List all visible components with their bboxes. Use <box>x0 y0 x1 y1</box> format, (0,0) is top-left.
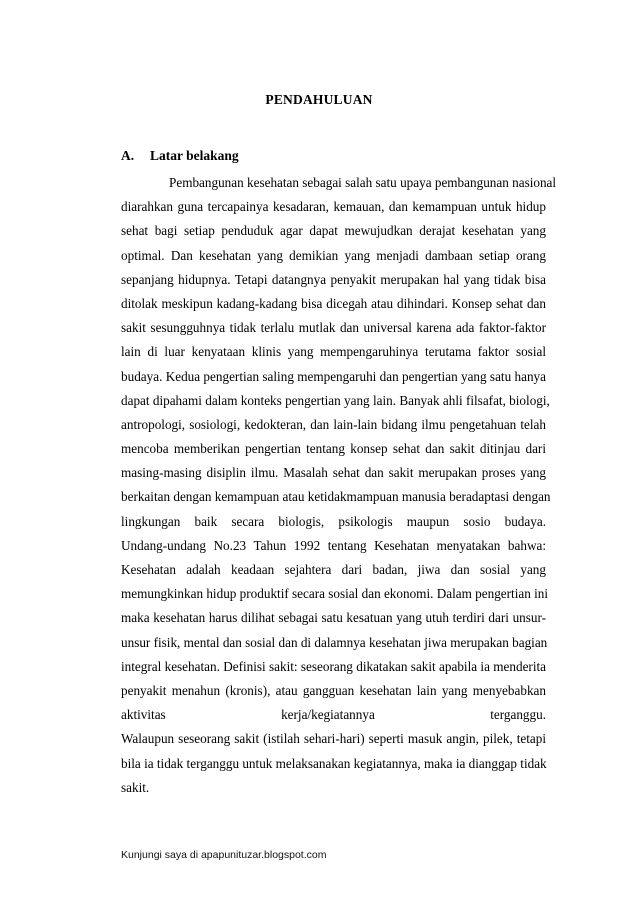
text-line: antropologi, sosiologi, kedokteran, dan lain-lain bidang ilmu pengetahuan telah <box>121 416 546 432</box>
text-line: sakit. <box>121 779 150 795</box>
text-line: masing-masing disiplin ilmu. Masalah sehat dan sakit merupakan proses yang <box>121 465 546 481</box>
text-line: bila ia tidak terganggu untuk melaksanakan kegiatannya, maka ia dianggap tidak <box>121 755 547 771</box>
text-line: dapat dipahami dalam konteks pengertian yang lain. Banyak ahli filsafat, biologi, <box>121 392 550 408</box>
body-paragraph <box>121 171 557 800</box>
text-line: lingkungan baik secara biologis, psikologis maupun sosio budaya. <box>121 513 546 529</box>
text-line: diarahkan guna tercapainya kesadaran, kemauan, dan kemampuan untuk hidup <box>121 199 546 215</box>
text-line: lain di luar kenyataan klinis yang mempengaruhinya terutama faktor sosial <box>121 344 546 360</box>
text-line: maka kesehatan harus dilihat sebagai satu kesatuan yang utuh terdiri dari unsur- <box>121 610 546 626</box>
text-line: optimal. Dan kesehatan yang demikian yang menjadi dambaan setiap orang <box>121 247 546 263</box>
text-line: penyakit menahun (kronis), atau gangguan kesehatan lain yang menyebabkan <box>121 682 546 698</box>
text-line: mencoba memberikan pengertian tentang konsep sehat dan sakit ditinjau dari <box>121 441 546 457</box>
text-line: aktivitas kerja/kegiatannya terganggu. <box>121 707 546 723</box>
section-heading <box>121 148 239 164</box>
text-line: integral kesehatan. Definisi sakit: seseorang dikatakan sakit apabila ia menderita <box>121 658 546 674</box>
text-line: sehat bagi setiap penduduk agar dapat mewujudkan derajat kesehatan yang <box>121 223 546 239</box>
text-line: Walaupun seseorang sakit (istilah sehari-hari) seperti masuk angin, pilek, tetapi <box>121 731 546 747</box>
text-line: ditolak meskipun kadang-kadang bisa dicegah atau dihindari. Konsep sehat dan <box>121 295 546 311</box>
text-line: berkaitan dengan kemampuan atau ketidakmampuan manusia beradaptasi dengan <box>121 489 551 505</box>
section-title: Latar belakang <box>150 148 239 163</box>
footer-note: Kunjungi saya di apapunituzar.blogspot.com <box>121 849 327 861</box>
text-line: budaya. Kedua pengertian saling mempengaruhi dan pengertian yang satu hanya <box>121 368 546 384</box>
text-line: memungkinkan hidup produktif secara sosial dan ekonomi. Dalam pengertian ini <box>121 586 549 602</box>
text-line: sepanjang hidupnya. Tetapi datangnya penyakit merupakan hal yang tidak bisa <box>121 271 546 287</box>
text-line: Pembangunan kesehatan sebagai salah satu upaya pembangunan nasional <box>169 175 557 190</box>
text-line: Kesehatan adalah keadaan sejahtera dari badan, jiwa dan sosial yang <box>121 562 546 577</box>
text-line: Undang-undang No.23 Tahun 1992 tentang Kesehatan menyatakan bahwa: <box>121 537 546 553</box>
page-title: PENDAHULUAN <box>265 92 373 107</box>
section-number: A. <box>121 148 135 163</box>
text-line: sakit sesungguhnya tidak terlalu mutlak dan universal karena ada faktor-faktor <box>121 320 546 336</box>
text-line: unsur fisik, mental dan sosial dan di dalamnya kesehatan jiwa merupakan bagian <box>121 634 548 650</box>
